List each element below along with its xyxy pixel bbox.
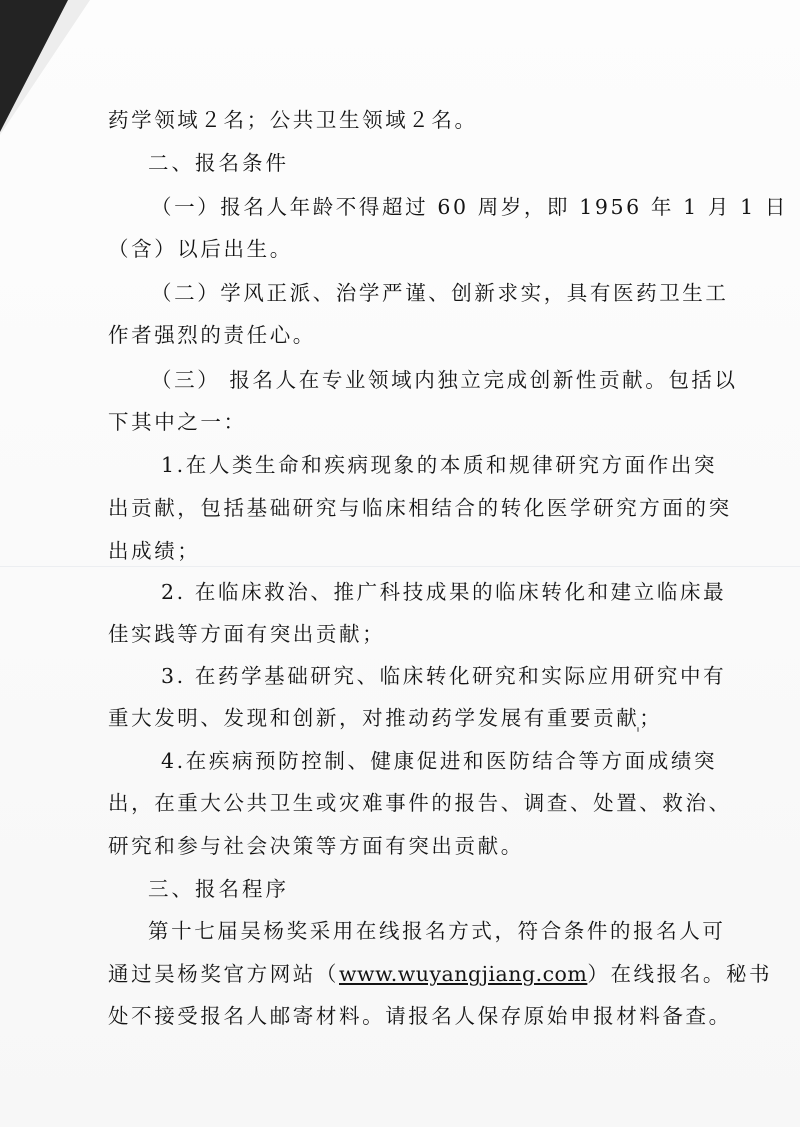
sub-item-3-line-1: 3. 在药学基础研究、临床转化研究和实际应用研究中有 xyxy=(161,664,727,688)
sub-item-4-line-1: 4.在疾病预防控制、健康促进和医防结合等方面成绩突 xyxy=(161,749,718,773)
section-heading-requirements: 二、报名条件 xyxy=(148,151,289,175)
sub-item-1-line-3: 出成绩； xyxy=(108,539,201,563)
procedure-line-2-suffix: ）在线报名。秘书 xyxy=(587,962,773,986)
sub-item-1-line-1: 1.在人类生命和疾病现象的本质和规律研究方面作出突 xyxy=(161,453,718,477)
sub-item-2-line-2: 佳实践等方面有突出贡献； xyxy=(108,622,386,646)
sub-item-1-line-2: 出贡献，包括基础研究与临床相结合的转化医学研究方面的突 xyxy=(108,496,732,520)
sub-item-4-line-3: 研究和参与社会决策等方面有突出贡献。 xyxy=(108,834,524,858)
continuation-line: 药学领域２名；公共卫生领域２名。 xyxy=(108,108,478,132)
section-heading-procedure: 三、报名程序 xyxy=(148,877,289,901)
requirement-1-line-1: （一）报名人年龄不得超过 60 周岁，即 1956 年 1 月 1 日 xyxy=(151,195,788,219)
scan-fold-line xyxy=(0,566,800,567)
requirement-2-line-1: （二）学风正派、治学严谨、创新求实，具有医药卫生工 xyxy=(151,281,729,305)
procedure-line-1: 第十七届吴杨奖采用在线报名方式，符合条件的报名人可 xyxy=(148,919,726,943)
page-fold-shadow xyxy=(0,0,68,132)
procedure-line-3: 处不接受报名人邮寄材料。请报名人保存原始申报材料备查。 xyxy=(108,1004,732,1028)
sub-item-4-line-2: 出，在重大公共卫生或灾难事件的报告、调查、处置、救治、 xyxy=(108,791,732,815)
sub-item-3-line-2: 重大发明、发现和创新，对推动药学发展有重要贡献； xyxy=(108,706,663,730)
procedure-line-2-prefix: 通过吴杨奖官方网站（ xyxy=(108,962,339,986)
requirement-1-line-2: （含）以后出生。 xyxy=(108,237,293,261)
requirement-2-line-2: 作者强烈的责任心。 xyxy=(108,323,316,347)
sub-item-2-line-1: 2. 在临床救治、推广科技成果的临床转化和建立临床最 xyxy=(161,580,727,604)
procedure-line-2 xyxy=(108,961,772,987)
requirement-3-line-1: （三） 报名人在专业领域内独立完成创新性贡献。包括以 xyxy=(151,368,738,392)
official-website-link[interactable]: www.wuyangjiang.com xyxy=(339,962,588,986)
requirement-3-line-2: 下其中之一： xyxy=(108,410,247,434)
